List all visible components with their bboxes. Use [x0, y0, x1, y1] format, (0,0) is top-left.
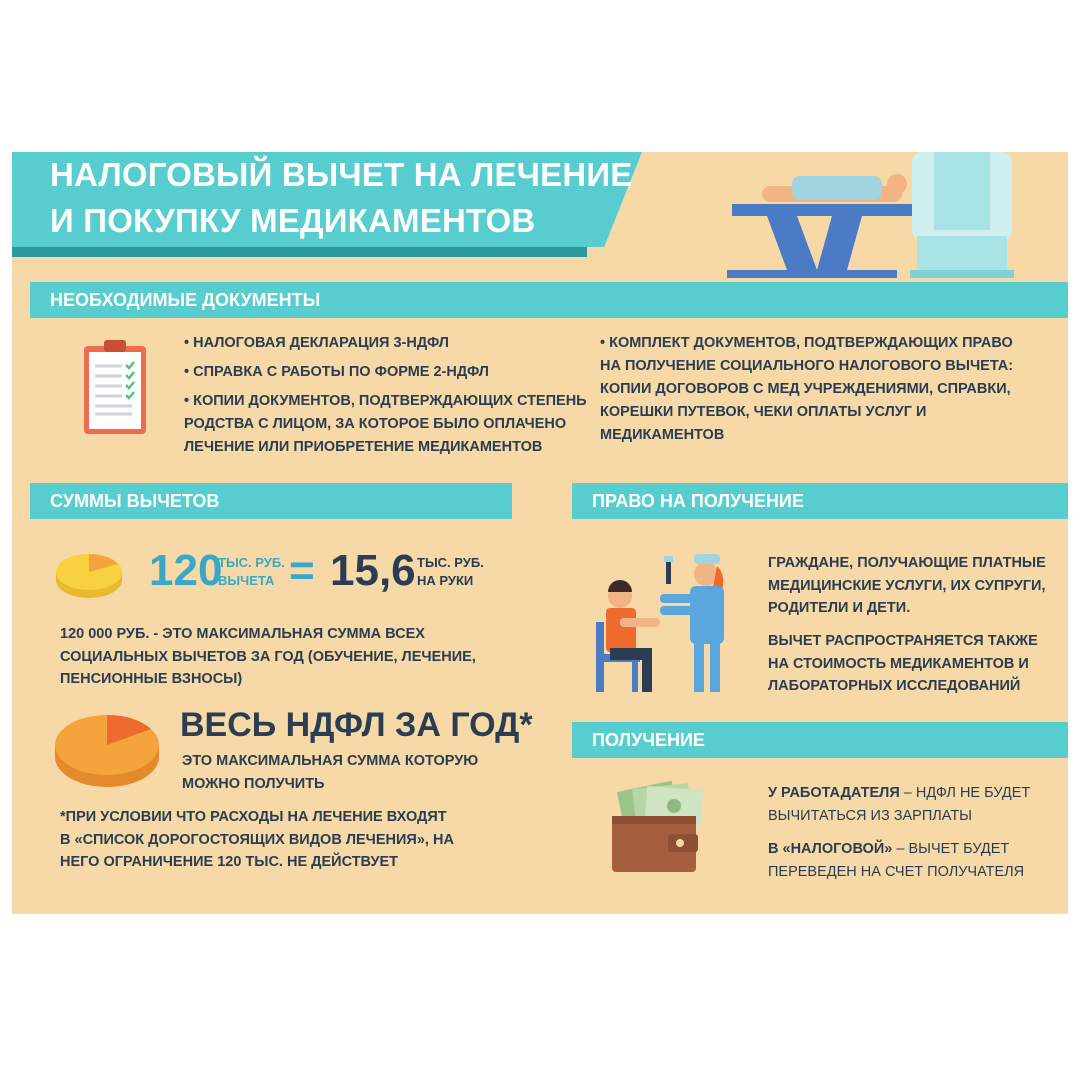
clipboard-checklist-icon: [82, 340, 148, 436]
max-deduction-heading: ВЕСЬ НДФЛ ЗА ГОД*: [180, 706, 533, 744]
pie-chart-small-icon: [54, 546, 124, 602]
deduction-unit-line-2: ВЫЧЕТА: [218, 573, 275, 588]
deduction-amount-unit: [218, 554, 285, 590]
scanner-core: [934, 152, 990, 230]
bed-leg-2: [817, 216, 862, 270]
medical-scanner-illustration: [722, 152, 1042, 282]
bed-base: [727, 270, 897, 278]
right-paragraph-1: ГРАЖДАНЕ, ПОЛУЧАЮЩИЕ ПЛАТНЫЕ МЕДИЦИНСКИЕ УСЛУГИ, ИХ СУПРУГИ, РОДИТЕЛИ И ДЕТИ.: [768, 555, 1046, 616]
documents-list-right: • КОМПЛЕКТ ДОКУМЕНТОВ, ПОДТВЕРЖДАЮЩИХ ПРАВО НА ПОЛУЧЕНИЕ СОЦИАЛЬНОГО НАЛОГОВОГО ВЫЧЕТА: КОПИИ ДОГОВОРОВ С МЕД УЧРЕЖДЕНИЯМИ, СПРАВКИ, КОРЕШКИ ПУТЕВОК, ЧЕКИ ОПЛАТЫ УСЛУГ И МЕДИКАМЕНТОВ: [600, 335, 1014, 443]
documents-list-left: [184, 332, 589, 459]
receive-employer-text: – НДФЛ НЕ БУДЕТ ВЫЧИТАТЬСЯ ИЗ ЗАРПЛАТЫ: [768, 785, 1031, 824]
title-line-2: И ПОКУПКУ МЕДИКАМЕНТОВ: [50, 202, 536, 239]
section-documents-header: НЕОБХОДИМЫЕ ДОКУМЕНТЫ: [30, 282, 1068, 318]
section-receive-header: ПОЛУЧЕНИЕ: [572, 722, 1068, 758]
list-item: • КОПИИ ДОКУМЕНТОВ, ПОДТВЕРЖДАЮЩИХ СТЕПЕНЬ РОДСТВА С ЛИЦОМ, ЗА КОТОРОЕ БЫЛО ОПЛАЧЕНО ЛЕЧЕНИЕ ИЛИ ПРИОБРЕТЕНИЕ МЕДИКАМЕНТОВ: [184, 393, 587, 455]
deduction-unit-line-1: ТЫС. РУБ.: [218, 555, 285, 570]
right-paragraph-2: ВЫЧЕТ РАСПРОСТРАНЯЕТСЯ ТАКЖЕ НА СТОИМОСТЬ МЕДИКАМЕНТОВ И ЛАБОРАТОРНЫХ ИССЛЕДОВАНИЙ: [768, 633, 1038, 694]
result-amount-unit: [417, 554, 484, 590]
result-unit-line-2: НА РУКИ: [417, 573, 474, 588]
list-item: • НАЛОГОВАЯ ДЕКЛАРАЦИЯ 3-НДФЛ: [184, 335, 449, 351]
title-line-1: НАЛОГОВЫЙ ВЫЧЕТ НА ЛЕЧЕНИЕ: [50, 156, 633, 193]
receive-tax-text: – ВЫЧЕТ БУДЕТ ПЕРЕВЕДЕН НА СЧЕТ ПОЛУЧАТЕЛЯ: [768, 841, 1025, 880]
wallet-money-icon: [610, 780, 710, 876]
receive-tax-office: [768, 838, 1058, 883]
patient-gown: [792, 176, 882, 200]
result-unit-line-1: ТЫС. РУБ.: [417, 555, 484, 570]
result-amount: 15,6: [330, 546, 416, 595]
sums-note: 120 000 РУБ. - ЭТО МАКСИМАЛЬНАЯ СУММА ВСЕХ СОЦИАЛЬНЫХ ВЫЧЕТОВ ЗА ГОД (ОБУЧЕНИЕ, ЛЕЧЕНИЕ, ПЕНСИОННЫЕ ВЗНОСЫ): [60, 626, 476, 687]
page-title: [50, 152, 632, 244]
list-item: • СПРАВКА С РАБОТЫ ПО ФОРМЕ 2-НДФЛ: [184, 364, 489, 380]
bed-leg-1: [767, 216, 817, 270]
receive-employer-strong: У РАБОТАДАТЕЛЯ: [768, 785, 900, 801]
bed-top: [732, 204, 912, 216]
section-right-header: ПРАВО НА ПОЛУЧЕНИЕ: [572, 483, 1068, 519]
receive-tax-strong: В «НАЛОГОВОЙ»: [768, 841, 893, 857]
section-sums-header: СУММЫ ВЫЧЕТОВ: [30, 483, 512, 519]
infographic-card: [12, 152, 1068, 914]
max-deduction-subtitle: ЭТО МАКСИМАЛЬНАЯ СУММА КОТОРУЮ МОЖНО ПОЛУЧИТЬ: [182, 753, 479, 792]
doctor-patient-illustration: [590, 544, 730, 696]
pie-chart-large-icon: [52, 707, 162, 793]
equals-sign: =: [289, 546, 315, 595]
title-stripe: [12, 247, 587, 257]
receive-employer: [768, 782, 1058, 827]
patient-head: [887, 174, 907, 194]
deduction-amount: 120: [149, 546, 223, 595]
footnote: *ПРИ УСЛОВИИ ЧТО РАСХОДЫ НА ЛЕЧЕНИЕ ВХОДЯТ В «СПИСОК ДОРОГОСТОЯЩИХ ВИДОВ ЛЕЧЕНИЯ», НА НЕГО ОГРАНИЧЕНИЕ 120 ТЫС. НЕ ДЕЙСТВУЕТ: [60, 809, 454, 870]
scanner-foot: [910, 270, 1014, 278]
